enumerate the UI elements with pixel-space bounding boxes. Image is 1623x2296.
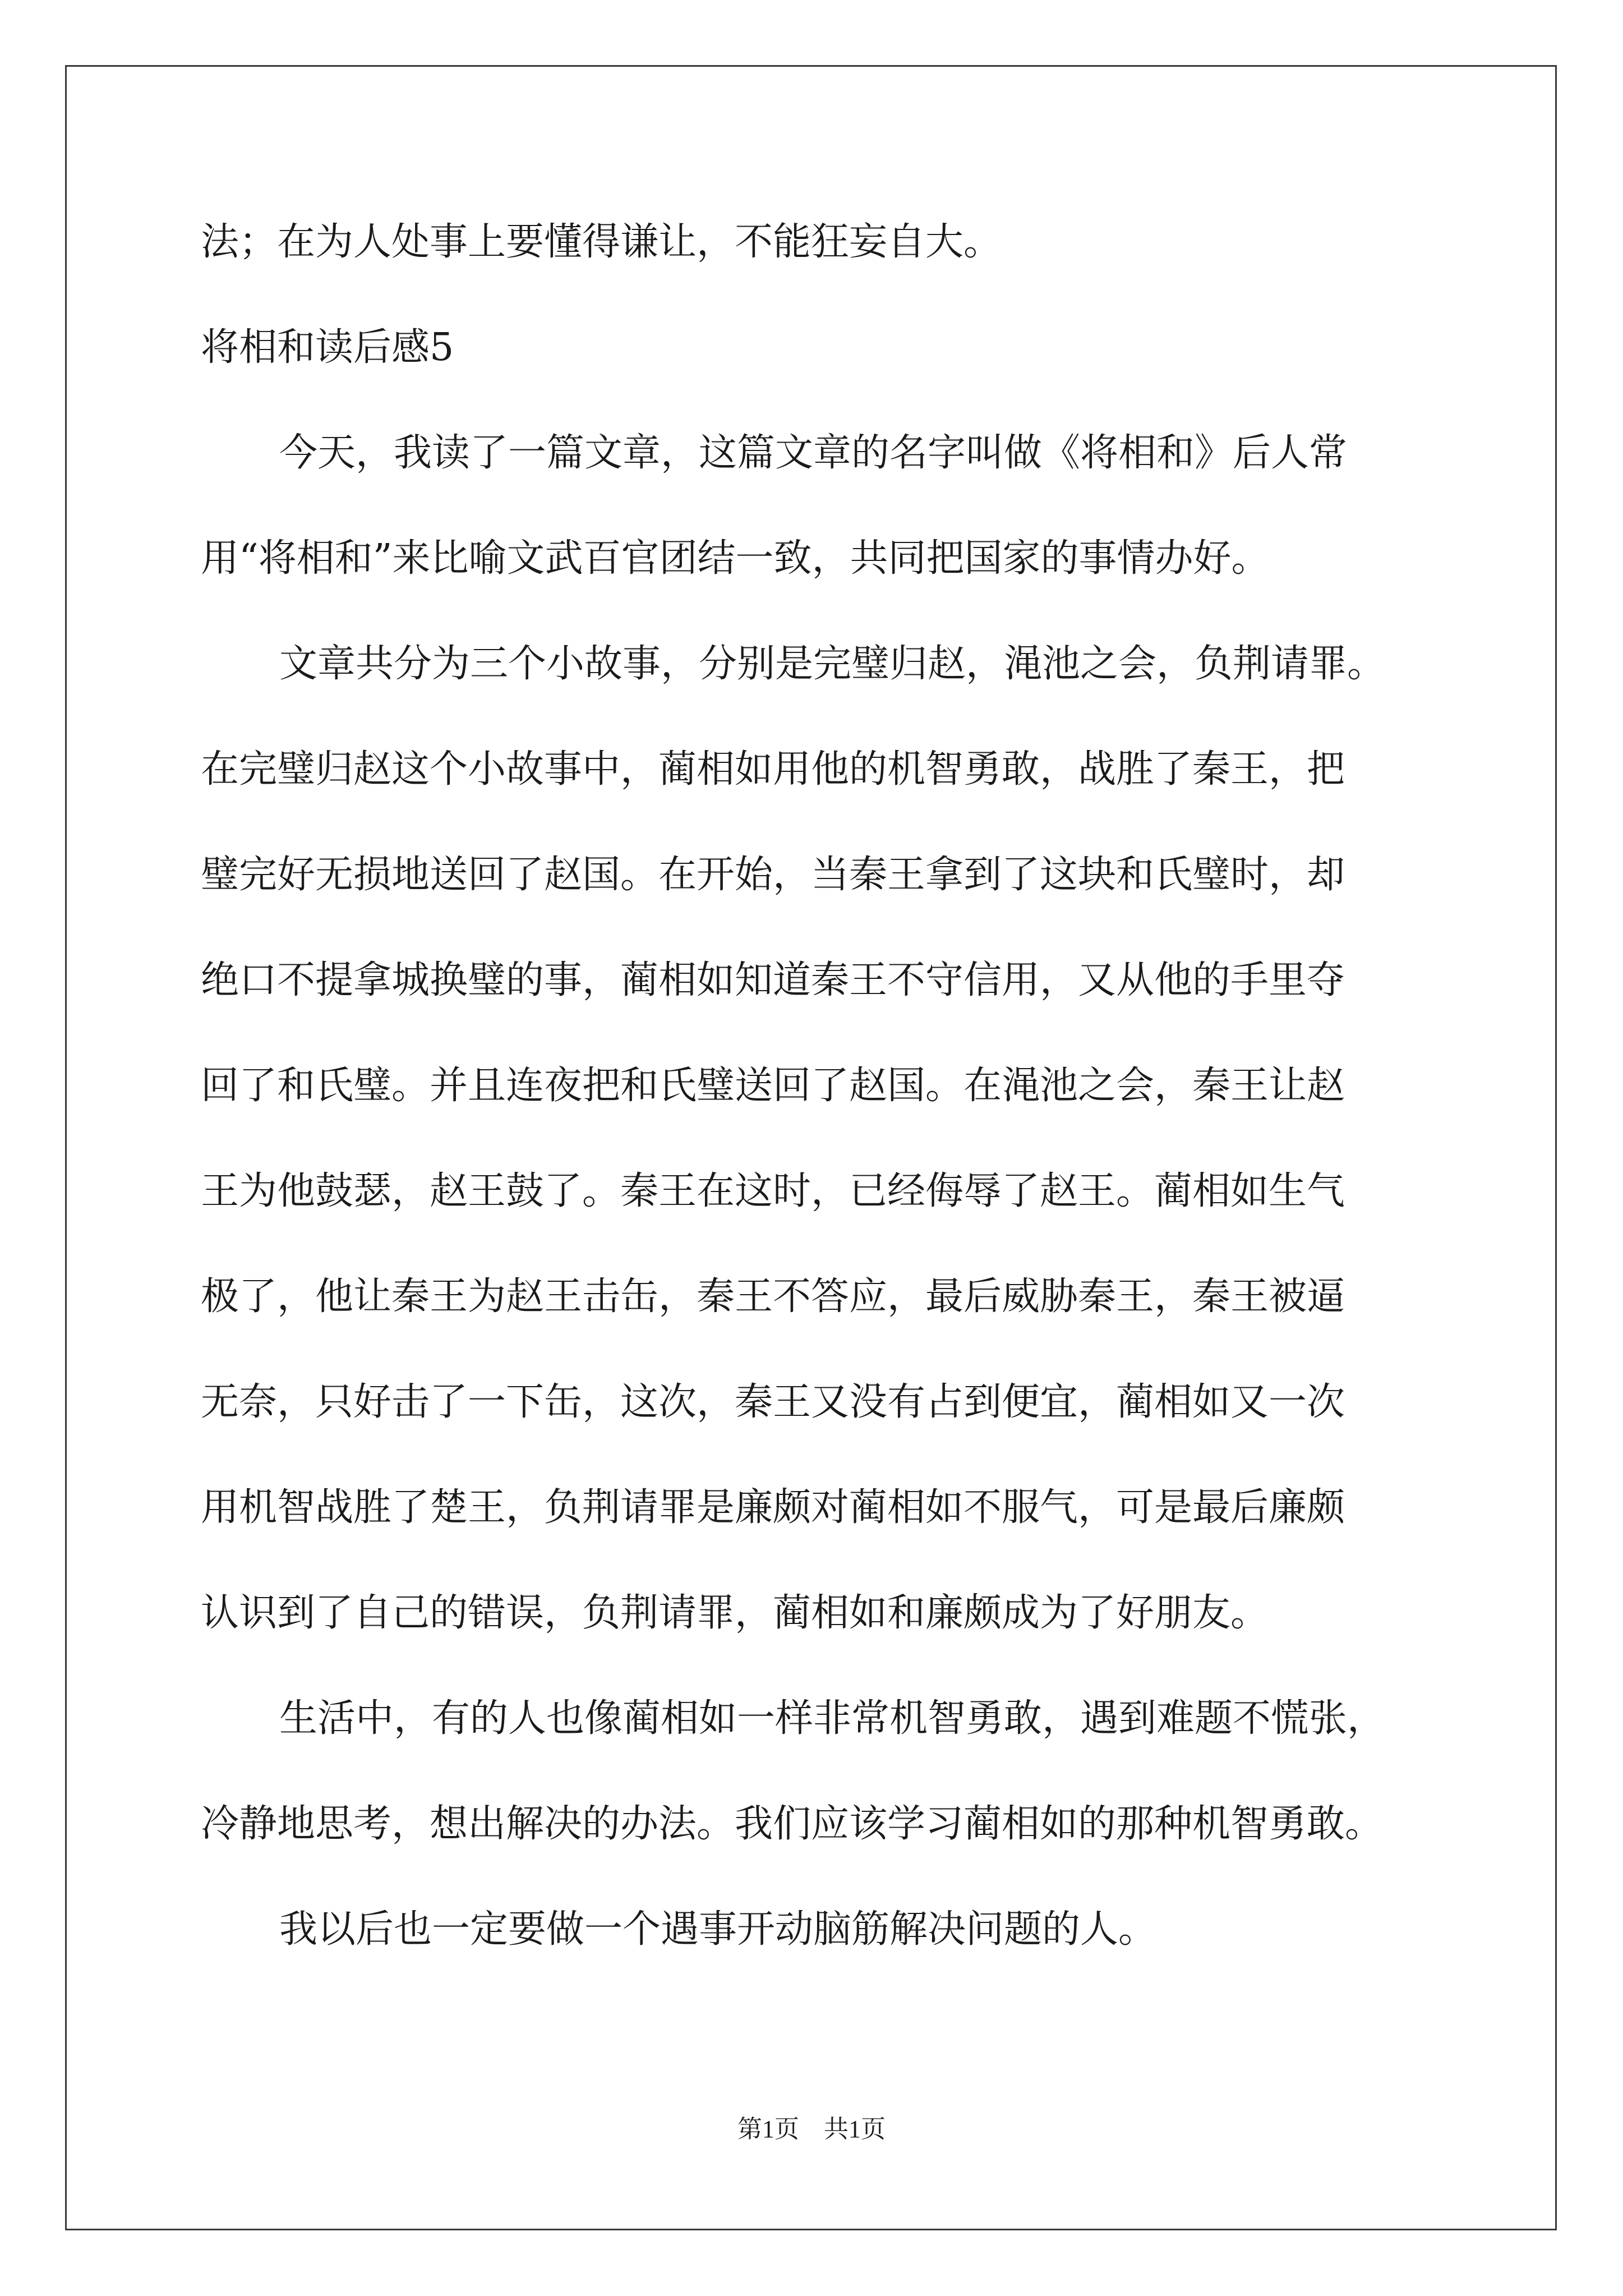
body-line: 无奈，只好击了一下缶，这次，秦王又没有占到便宜，蔺相如又一次 <box>201 1380 1345 1424</box>
body-line: 用机智战胜了楚王，负荆请罪是廉颇对蔺相如不服气，可是最后廉颇 <box>201 1485 1345 1530</box>
body-line: 璧完好无损地送回了赵国。在开始，当秦王拿到了这块和氏璧时，却 <box>201 853 1345 897</box>
body-line: 在完璧归赵这个小故事中，蔺相如用他的机智勇敢，战胜了秦王，把 <box>201 747 1345 792</box>
body-line: 生活中，有的人也像蔺相如一样非常机智勇敢，遇到难题不慌张， <box>279 1696 1386 1741</box>
body-line: 绝口不提拿城换璧的事，蔺相如知道秦王不守信用，又从他的手里夺 <box>201 958 1345 1002</box>
body-line: 认识到了自己的错误，负荆请罪，蔺相如和廉颇成为了好朋友。 <box>201 1591 1269 1635</box>
body-line: 极了，他让秦王为赵王击缶，秦王不答应，最后威胁秦王，秦王被逼 <box>201 1274 1345 1319</box>
section-heading: 将相和读后感5 <box>201 325 454 370</box>
body-line: 冷静地思考，想出解决的办法。我们应该学习蔺相如的那种机智勇敢。 <box>201 1802 1384 1846</box>
body-line: 用“将相和”来比喻文武百官团结一致，共同把国家的事情办好。 <box>201 536 1270 581</box>
body-line: 法；在为人处事上要懂得谦让，不能狂妄自大。 <box>201 220 1002 264</box>
body-line: 今天，我读了一篇文章，这篇文章的名字叫做《将相和》后人常 <box>279 431 1348 475</box>
body-line: 回了和氏璧。并且连夜把和氏璧送回了赵国。在渑池之会，秦王让赵 <box>201 1064 1345 1108</box>
page-number-footer: 第1页 共1页 <box>737 2115 886 2143</box>
body-line: 王为他鼓瑟，赵王鼓了。秦王在这时，已经侮辱了赵王。蔺相如生气 <box>201 1169 1345 1213</box>
body-line: 我以后也一定要做一个遇事开动脑筋解决问题的人。 <box>279 1907 1157 1952</box>
body-line: 文章共分为三个小故事，分别是完璧归赵，渑池之会，负荆请罪。 <box>279 642 1386 686</box>
